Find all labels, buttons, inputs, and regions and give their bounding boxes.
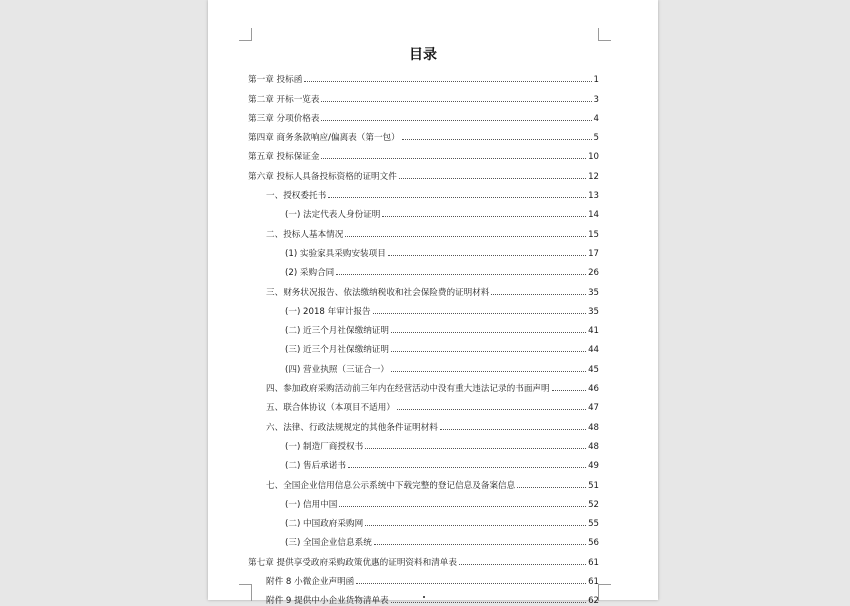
toc-leader-dots [388,255,586,256]
toc-entry-page: 3 [593,94,599,105]
toc-entry-text: (1) 实验家具采购安装项目 [285,248,386,259]
toc-leader-dots [336,274,586,275]
toc-leader-dots [321,158,586,159]
toc-entry[interactable] [248,298,599,317]
toc-entry-text: (二) 近三个月社保缴纳证明 [285,326,389,337]
toc-leader-dots [382,216,586,217]
toc-entry[interactable] [248,548,599,567]
toc-entry-text: 第七章 提供享受政府采购政策优惠的证明资料和清单表 [248,557,457,568]
toc-leader-dots [365,448,586,449]
toc-entry-page: 1 [593,75,599,86]
toc-entry-text: (一) 信用中国 [285,499,338,510]
crop-mark-bottom-right [598,584,611,601]
toc-entry[interactable] [248,317,599,336]
toc-entry-text: (三) 全国企业信息系统 [285,538,372,549]
toc-entry[interactable] [248,85,599,104]
bottom-mark [423,596,425,598]
toc-entry-text: (三) 近三个月社保缴纳证明 [285,345,389,356]
toc-entry[interactable] [248,355,599,374]
toc-leader-dots [328,197,586,198]
toc-entry[interactable] [248,66,599,85]
toc-entry-text: 第四章 商务条款响应/偏离表（第一包） [248,133,400,144]
toc-entry-text: 第六章 投标人具备投标资格的证明文件 [248,171,397,182]
toc-entry[interactable] [248,433,599,452]
toc-entry-text: 七、全国企业信用信息公示系统中下载完整的登记信息及备案信息 [266,480,516,491]
toc-leader-dots [321,120,591,121]
toc-entry-text: 六、法律、行政法规规定的其他条件证明材料 [266,422,438,433]
toc-leader-dots [391,602,586,603]
toc-entry-text: (二) 中国政府采购网 [285,519,364,530]
toc-entry[interactable] [248,568,599,587]
toc-entry-page: 46 [588,384,599,395]
toc-entry[interactable] [248,240,599,259]
toc-entry-text: (2) 采购合同 [285,268,335,279]
toc-entry[interactable] [248,182,599,201]
toc-leader-dots [321,101,591,102]
toc-entry-page: 12 [588,171,599,182]
toc-entry-text: (一) 法定代表人身份证明 [285,210,381,221]
toc-leader-dots [459,564,586,565]
toc-entry[interactable] [248,278,599,297]
toc-leader-dots [397,409,586,410]
toc-entry[interactable] [248,105,599,124]
toc-entry[interactable] [248,394,599,413]
toc-leader-dots [552,390,586,391]
toc-leader-dots [348,467,586,468]
toc-leader-dots [402,139,592,140]
toc-entry-page: 14 [588,210,599,221]
toc-entry-text: 第三章 分项价格表 [248,113,320,124]
toc-entry[interactable] [248,201,599,220]
toc-leader-dots [491,294,586,295]
toc-leader-dots [304,81,591,82]
toc-entry-page: 26 [588,268,599,279]
toc-entry-page: 49 [588,461,599,472]
toc-entry[interactable] [248,220,599,239]
toc-entry-page: 41 [588,326,599,337]
toc-entry-page: 17 [588,248,599,259]
toc-leader-dots [440,429,586,430]
document-page [208,0,658,606]
toc-entry-page: 52 [588,499,599,510]
toc-entry-page: 10 [588,152,599,163]
toc-entry-page: 4 [593,113,599,124]
toc-leader-dots [339,506,586,507]
toc-entry-page: 48 [588,441,599,452]
toc-entry-text: 附件 9 提供中小企业货物清单表 [266,596,389,606]
crop-mark-top-left [239,28,252,41]
toc-entry-text: (一) 2018 年审计报告 [285,306,371,317]
toc-entry-text: 五、联合体协议（本项目不适用） [266,403,395,414]
toc-leader-dots [517,487,586,488]
toc-entry-text: 三、财务状况报告、依法缴纳税收和社会保险费的证明材料 [266,287,490,298]
toc-entry-page: 45 [588,364,599,375]
toc-entry[interactable] [248,529,599,548]
toc-entry-page: 35 [588,287,599,298]
toc-leader-dots [374,544,586,545]
toc-entry[interactable] [248,259,599,278]
toc-entry-text: 第五章 投标保证金 [248,152,320,163]
toc-leader-dots [356,583,586,584]
toc-entry[interactable] [248,375,599,394]
toc-entry-page: 56 [588,538,599,549]
toc-entry-page: 35 [588,306,599,317]
toc-entry-page: 55 [588,519,599,530]
toc-entry-text: (四) 营业执照（三证合一） [285,364,389,375]
toc-title: 目录 [409,47,437,63]
toc-entry[interactable] [248,413,599,432]
toc-leader-dots [345,236,586,237]
toc-entry[interactable] [248,124,599,143]
toc-entry[interactable] [248,510,599,529]
toc-leader-dots [365,525,586,526]
toc-entry-page: 48 [588,422,599,433]
crop-mark-top-right [598,28,611,41]
toc-leader-dots [391,351,586,352]
toc-entry-text: 第一章 投标函 [248,75,303,86]
toc-leader-dots [373,313,586,314]
toc-entry-text: 二、投标人基本情况 [266,229,344,240]
toc-entry[interactable] [248,336,599,355]
toc-entry-page: 5 [593,133,599,144]
toc-entry-page: 51 [588,480,599,491]
toc-entry-text: 附件 8 小微企业声明函 [266,577,355,588]
toc-entry[interactable] [248,162,599,181]
toc-entry-page: 62 [588,596,599,606]
toc-entry-text: 一、授权委托书 [266,191,327,202]
toc-entry-page: 15 [588,229,599,240]
toc-entry-page: 44 [588,345,599,356]
toc-entry[interactable] [248,452,599,471]
toc-leader-dots [391,332,586,333]
toc-leader-dots [399,178,586,179]
toc-entry-text: 四、参加政府采购活动前三年内在经营活动中没有重大违法记录的书面声明 [266,384,550,395]
toc-entry-page: 13 [588,191,599,202]
toc-entry[interactable] [248,491,599,510]
toc-entry-text: 第二章 开标一览表 [248,94,320,105]
toc-entry-page: 47 [588,403,599,414]
toc-entry-text: (一) 制造厂商授权书 [285,441,364,452]
toc-entry-page: 61 [588,577,599,588]
toc-leader-dots [391,371,586,372]
toc-entry[interactable] [248,143,599,162]
toc-entry-text: (二) 售后承诺书 [285,461,346,472]
toc-entry-page: 61 [588,557,599,568]
table-of-contents [248,66,599,606]
toc-entry[interactable] [248,471,599,490]
